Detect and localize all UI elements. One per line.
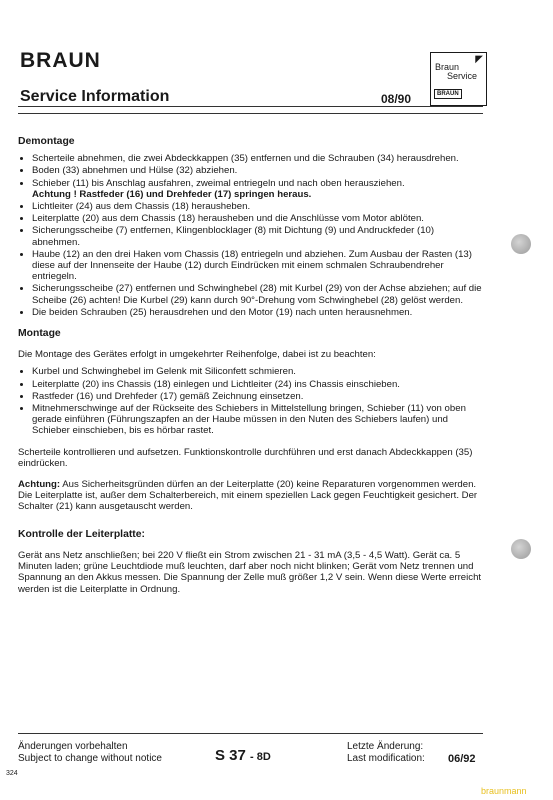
last-change-label-de: Letzte Änderung: (347, 741, 424, 752)
warning-label: Achtung: (18, 479, 61, 491)
montage-heading: Montage (18, 328, 61, 340)
document-code (215, 747, 271, 764)
list-item: • Lichtleiter (24) aus dem Chassis (18) herausheben. (32, 201, 484, 212)
montage-intro: Die Montage des Gerätes erfolgt in umgekehrter Reihenfolge, dabei ist zu beachten: (18, 349, 376, 361)
list-item: • Leiterplatte (20) aus dem Chassis (18) herausheben und die Anschlüsse vom Motor ablöten. (32, 213, 484, 224)
header-rule-top (18, 106, 483, 107)
watermark: braunmann (481, 786, 527, 796)
list-item-text: Schieber (11) bis Anschlag ausfahren, zweimal entriegeln und nach oben herausziehen. (32, 177, 405, 189)
footer-note-de: Änderungen vorbehalten (18, 741, 128, 752)
list-item: • Sicherungsscheibe (7) entfernen, Klingenblocklager (8) mit Dichtung (9) und Andruckfeder (10) abnehmen. (32, 225, 484, 247)
header-date: 08/90 (381, 92, 412, 106)
list-item: • Die beiden Schrauben (25) herausdrehen und den Motor (19) nach unten herausnehmen. (32, 307, 484, 318)
kontrolle-text: Gerät ans Netz anschließen; bei 220 V fließt ein Strom zwischen 21 - 31 mA (3,5 - 4,5 Watt). Gerät ca. 5 Minuten laden; grüne Leuchtdiode muß leuchten, darf aber noch nicht blinken; Gerät vom Netz trennen und Spannung an den Akkus messen. Die Spannung der Zelle muß größer 1,2 V sein. Wenn diese Werte erreicht werden ist die Leiterplatte in Ordnung. (18, 549, 482, 595)
badge-line2: Service (447, 71, 478, 81)
badge-small-logo: BRAUN (434, 89, 462, 99)
main-content (18, 136, 484, 595)
braun-service-badge (430, 52, 487, 106)
list-item: • Boden (33) abnehmen und Hülse (32) abziehen. (32, 165, 484, 176)
warning-text: Achtung ! Rastfeder (16) und Drehfeder (17) springen heraus. (32, 188, 312, 200)
list-item: • Scherteile abnehmen, die zwei Abdeckkappen (35) entfernen und die Schrauben (34) herausdrehen. (32, 153, 484, 164)
brand-logo: BRAUN (20, 49, 101, 72)
arrow-icon: ◤ (475, 54, 483, 65)
page-title: Service Information (20, 88, 170, 105)
demontage-list (18, 153, 484, 318)
list-item: • Leiterplatte (20) ins Chassis (18) einlegen und Lichtleiter (24) ins Chassis einschieben. (32, 379, 484, 390)
demontage-heading: Demontage (18, 136, 75, 147)
document-code-main: S 37 (215, 747, 246, 764)
list-item: • Sicherungsscheibe (27) entfernen und Schwinghebel (28) mit Kurbel (29) von der Achse abziehen; auf die Scheibe (26) achten! Die Kurbel (29) kann durch 90°-Drehung vom Schwinghebel (28) gelöst werden. (32, 283, 484, 305)
last-change-label-en: Last modification: (347, 753, 425, 764)
kontrolle-heading: Kontrolle der Leiterplatte: (18, 528, 146, 540)
footer-note-en: Subject to change without notice (18, 753, 162, 764)
punch-hole-bottom (511, 539, 531, 559)
montage-warning (18, 479, 484, 513)
montage-list (18, 366, 484, 436)
list-item: • Rastfeder (16) und Drehfeder (17) gemäß Zeichnung einsetzen. (32, 391, 484, 402)
montage-note: Scherteile kontrollieren und aufsetzen. Funktionskontrolle durchführen und erst danach Abdeckkappen (35) eindrücken. (18, 446, 473, 469)
list-item: • Haube (12) an den drei Haken vom Chassis (18) entriegeln und abziehen. Zum Ausbau der Rasten (13) diese auf der Innenseite der Haube (12) durch Eindrücken mit einem schmalen Schraubendreher entriegeln. (32, 249, 484, 283)
header-rule-bottom (18, 113, 483, 114)
document-code-sub: - 8D (250, 751, 271, 763)
last-change-date: 06/92 (448, 753, 476, 765)
list-item: • Kurbel und Schwinghebel im Gelenk mit Siliconfett schmieren. (32, 366, 484, 377)
punch-hole-top (511, 234, 531, 254)
list-item: • Mitnehmerschwinge auf der Rückseite des Schiebers in Mittelstellung bringen, Schieber (11) von oben gerade einführen (Führungszapfen an der Haube müssen in den Nuten des Schiebers laufen) und Schieber einschieben, bis es hörbar rastet. (32, 403, 484, 437)
list-item (32, 178, 484, 200)
badge-line1: Braun (435, 62, 460, 72)
warning-text: Aus Sicherheitsgründen dürfen an der Leiterplatte (20) keine Reparaturen vorgenommen werden. Die Leiterplatte ist, außer dem Schalterbereich, mit einem speziellen Lack gegen Feuchtigkeit gesichert. Der Schalter (21) kann ausgetauscht werden. (18, 479, 478, 513)
page-number: 324 (6, 770, 18, 777)
footer-rule (18, 733, 483, 734)
